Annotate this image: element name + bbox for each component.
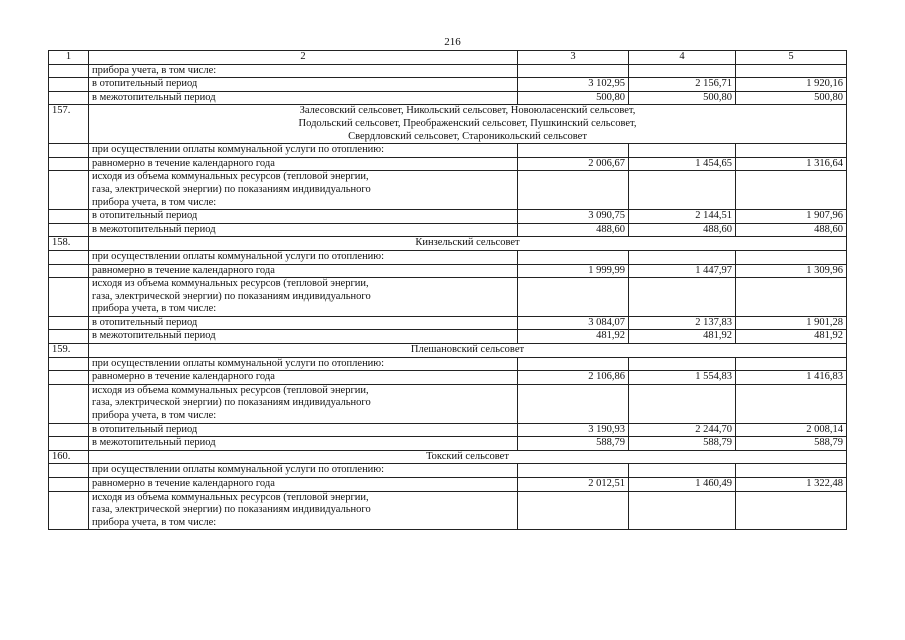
tariff-table xyxy=(48,50,847,530)
value-cell-c3: 481,92 xyxy=(518,330,629,344)
value-cell-c5: 2 008,14 xyxy=(736,423,847,437)
table-row xyxy=(49,78,847,92)
row-number-cell xyxy=(49,384,89,423)
table-row xyxy=(49,437,847,451)
description-cell xyxy=(89,371,518,385)
table-row xyxy=(49,330,847,344)
description-line: прибора учета, в том числе: xyxy=(92,64,217,76)
section-title-cell xyxy=(89,105,847,144)
value-cell-c5: 1 920,16 xyxy=(736,78,847,92)
description-cell xyxy=(89,250,518,264)
value-cell-c5: 500,80 xyxy=(736,91,847,105)
description-cell xyxy=(89,171,518,210)
column-header-1: 1 xyxy=(49,51,89,65)
value-cell-c5 xyxy=(736,144,847,158)
value-cell-c3: 488,60 xyxy=(518,223,629,237)
description-line: равномерно в течение календарного года xyxy=(92,478,275,489)
value-cell-c4: 488,60 xyxy=(629,223,736,237)
row-number-cell xyxy=(49,330,89,344)
row-number-cell xyxy=(49,91,89,105)
value-cell-c4 xyxy=(629,491,736,530)
description-line: при осуществлении оплаты коммунальной услуги по отоплению: xyxy=(92,464,385,476)
description-cell xyxy=(89,437,518,451)
table-row xyxy=(49,91,847,105)
value-cell-c3: 3 190,93 xyxy=(518,423,629,437)
table-row xyxy=(49,210,847,224)
value-cell-c4 xyxy=(629,250,736,264)
value-cell-c5: 1 907,96 xyxy=(736,210,847,224)
description-line: в межотопительный период xyxy=(92,223,216,235)
description-cell xyxy=(89,316,518,330)
row-number-cell: 158. xyxy=(49,237,89,251)
table-row xyxy=(49,278,847,317)
description-line: Кинзельский сельсовет xyxy=(415,237,520,249)
description-cell xyxy=(89,157,518,171)
value-cell-c3: 1 999,99 xyxy=(518,264,629,278)
value-cell-c3 xyxy=(518,278,629,317)
row-number-cell xyxy=(49,278,89,317)
description-line: равномерно в течение календарного года xyxy=(92,371,275,383)
description-line: исходя из объема коммунальных ресурсов (тепловой энергии, xyxy=(92,278,369,290)
value-cell-c5 xyxy=(736,278,847,317)
value-cell-c4 xyxy=(629,464,736,478)
value-cell-c4 xyxy=(629,64,736,78)
table-body xyxy=(49,64,847,530)
description-line: Залесовский сельсовет, Никольский сельсовет, Новоюласенский сельсовет, xyxy=(299,105,636,117)
row-number-cell xyxy=(49,437,89,451)
value-cell-c4: 588,79 xyxy=(629,437,736,451)
value-cell-c5: 1 901,28 xyxy=(736,316,847,330)
value-cell-c5 xyxy=(736,384,847,423)
value-cell-c3 xyxy=(518,491,629,530)
value-cell-c3 xyxy=(518,144,629,158)
value-cell-c3 xyxy=(518,384,629,423)
value-cell-c5: 1 316,64 xyxy=(736,157,847,171)
description-line: прибора учета, в том числе: xyxy=(92,410,217,422)
section-title-cell xyxy=(89,237,847,251)
row-number-cell xyxy=(49,423,89,437)
value-cell-c5 xyxy=(736,464,847,478)
section-title-row xyxy=(49,344,847,358)
description-line: прибора учета, в том числе: xyxy=(92,303,217,315)
table-row xyxy=(49,264,847,278)
value-cell-c4: 1 554,83 xyxy=(629,371,736,385)
description-cell xyxy=(89,144,518,158)
description-line: при осуществлении оплаты коммунальной услуги по отоплению: xyxy=(92,144,385,156)
value-cell-c3 xyxy=(518,357,629,371)
value-cell-c5: 481,92 xyxy=(736,330,847,344)
value-cell-c4: 2 137,83 xyxy=(629,316,736,330)
table-row xyxy=(49,371,847,385)
description-cell xyxy=(89,64,518,78)
value-cell-c4 xyxy=(629,357,736,371)
column-header-2: 2 xyxy=(89,51,518,65)
row-number-cell: 157. xyxy=(49,105,89,144)
description-line: в отопительный период xyxy=(92,316,198,328)
row-number-cell xyxy=(49,78,89,92)
description-line: при осуществлении оплаты коммунальной услуги по отоплению: xyxy=(92,357,385,369)
value-cell-c5: 588,79 xyxy=(736,437,847,451)
table-row xyxy=(49,384,847,423)
value-cell-c5: 1 416,83 xyxy=(736,371,847,385)
description-line: газа, электрической энергии) по показаниям индивидуального xyxy=(92,183,371,195)
section-title-row xyxy=(49,450,847,464)
value-cell-c5 xyxy=(736,171,847,210)
description-cell xyxy=(89,91,518,105)
value-cell-c4: 2 156,71 xyxy=(629,78,736,92)
value-cell-c3 xyxy=(518,171,629,210)
value-cell-c4: 1 454,65 xyxy=(629,157,736,171)
description-cell xyxy=(89,357,518,371)
row-number-cell xyxy=(49,464,89,478)
description-cell xyxy=(89,278,518,317)
table-row xyxy=(49,144,847,158)
value-cell-c3: 3 090,75 xyxy=(518,210,629,224)
description-line: в отопительный период xyxy=(92,210,198,222)
value-cell-c3: 3 084,07 xyxy=(518,316,629,330)
description-line: в отопительный период xyxy=(92,78,198,90)
description-line: газа, электрической энергии) по показаниям индивидуального xyxy=(92,504,371,516)
description-line: при осуществлении оплаты коммунальной услуги по отоплению: xyxy=(92,250,385,262)
description-line: Токский сельсовет xyxy=(426,450,509,462)
row-number-cell xyxy=(49,171,89,210)
description-cell xyxy=(89,223,518,237)
description-line: в межотопительный период xyxy=(92,437,216,449)
value-cell-c4 xyxy=(629,144,736,158)
description-cell xyxy=(89,210,518,224)
section-title-cell xyxy=(89,450,847,464)
value-cell-c3 xyxy=(518,464,629,478)
value-cell-c4: 481,92 xyxy=(629,330,736,344)
table-row xyxy=(49,491,847,530)
section-title-row xyxy=(49,237,847,251)
table-row xyxy=(49,157,847,171)
row-number-cell: 160. xyxy=(49,450,89,464)
row-number-cell xyxy=(49,371,89,385)
description-line: прибора учета, в том числе: xyxy=(92,196,217,208)
column-header-4: 4 xyxy=(629,51,736,65)
description-line: газа, электрической энергии) по показаниям индивидуального xyxy=(92,397,371,409)
value-cell-c4 xyxy=(629,171,736,210)
description-line: газа, электрической энергии) по показаниям индивидуального xyxy=(92,290,371,302)
description-line: исходя из объема коммунальных ресурсов (тепловой энергии, xyxy=(92,491,369,503)
table-row xyxy=(49,64,847,78)
row-number-cell: 159. xyxy=(49,344,89,358)
description-line: в межотопительный период xyxy=(92,330,216,342)
row-number-cell xyxy=(49,210,89,224)
tariff-table-container xyxy=(48,50,846,530)
row-number-cell xyxy=(49,64,89,78)
row-number-cell xyxy=(49,491,89,530)
table-row xyxy=(49,171,847,210)
description-cell xyxy=(89,491,518,530)
table-row xyxy=(49,250,847,264)
value-cell-c4: 500,80 xyxy=(629,91,736,105)
page-number: 216 xyxy=(444,36,461,48)
description-line: исходя из объема коммунальных ресурсов (тепловой энергии, xyxy=(92,171,369,183)
value-cell-c4: 2 144,51 xyxy=(629,210,736,224)
value-cell-c3: 2 012,51 xyxy=(518,478,629,492)
description-cell xyxy=(89,423,518,437)
description-line: Подольский сельсовет, Преображенский сельсовет, Пушкинский сельсовет, xyxy=(298,117,637,129)
table-row xyxy=(49,316,847,330)
table-row xyxy=(49,357,847,371)
row-number-cell xyxy=(49,157,89,171)
table-row xyxy=(49,464,847,478)
value-cell-c3 xyxy=(518,250,629,264)
description-cell xyxy=(89,478,518,492)
value-cell-c4: 1 460,49 xyxy=(629,478,736,492)
value-cell-c5 xyxy=(736,64,847,78)
value-cell-c5: 1 309,96 xyxy=(736,264,847,278)
description-line: в отопительный период xyxy=(92,423,198,435)
description-line: исходя из объема коммунальных ресурсов (тепловой энергии, xyxy=(92,384,369,396)
value-cell-c5 xyxy=(736,491,847,530)
description-line: прибора учета, в том числе: xyxy=(92,516,217,528)
description-line: Плешановский сельсовет xyxy=(410,344,525,356)
column-number-row xyxy=(49,51,847,65)
value-cell-c3: 3 102,95 xyxy=(518,78,629,92)
table-row xyxy=(49,423,847,437)
row-number-cell xyxy=(49,357,89,371)
description-line: равномерно в течение календарного года xyxy=(92,264,275,276)
section-title-row xyxy=(49,105,847,144)
column-header-3: 3 xyxy=(518,51,629,65)
description-cell xyxy=(89,384,518,423)
value-cell-c4: 1 447,97 xyxy=(629,264,736,278)
row-number-cell xyxy=(49,264,89,278)
row-number-cell xyxy=(49,478,89,492)
description-line: равномерно в течение календарного года xyxy=(92,157,275,169)
value-cell-c5 xyxy=(736,357,847,371)
value-cell-c5: 1 322,48 xyxy=(736,478,847,492)
row-number-cell xyxy=(49,250,89,264)
row-number-cell xyxy=(49,316,89,330)
section-title-cell xyxy=(89,344,847,358)
value-cell-c4: 2 244,70 xyxy=(629,423,736,437)
value-cell-c5: 488,60 xyxy=(736,223,847,237)
row-number-cell xyxy=(49,144,89,158)
value-cell-c4 xyxy=(629,278,736,317)
description-cell xyxy=(89,464,518,478)
column-header-5: 5 xyxy=(736,51,847,65)
table-row xyxy=(49,478,847,492)
table-row xyxy=(49,223,847,237)
value-cell-c3: 2 106,86 xyxy=(518,371,629,385)
row-number-cell xyxy=(49,223,89,237)
description-cell xyxy=(89,78,518,92)
description-line: в межотопительный период xyxy=(92,91,216,103)
description-line: Свердловский сельсовет, Староникольский сельсовет xyxy=(348,130,587,142)
value-cell-c3: 500,80 xyxy=(518,91,629,105)
value-cell-c3: 2 006,67 xyxy=(518,157,629,171)
value-cell-c4 xyxy=(629,384,736,423)
value-cell-c3: 588,79 xyxy=(518,437,629,451)
value-cell-c5 xyxy=(736,250,847,264)
value-cell-c3 xyxy=(518,64,629,78)
description-cell xyxy=(89,264,518,278)
description-cell xyxy=(89,330,518,344)
